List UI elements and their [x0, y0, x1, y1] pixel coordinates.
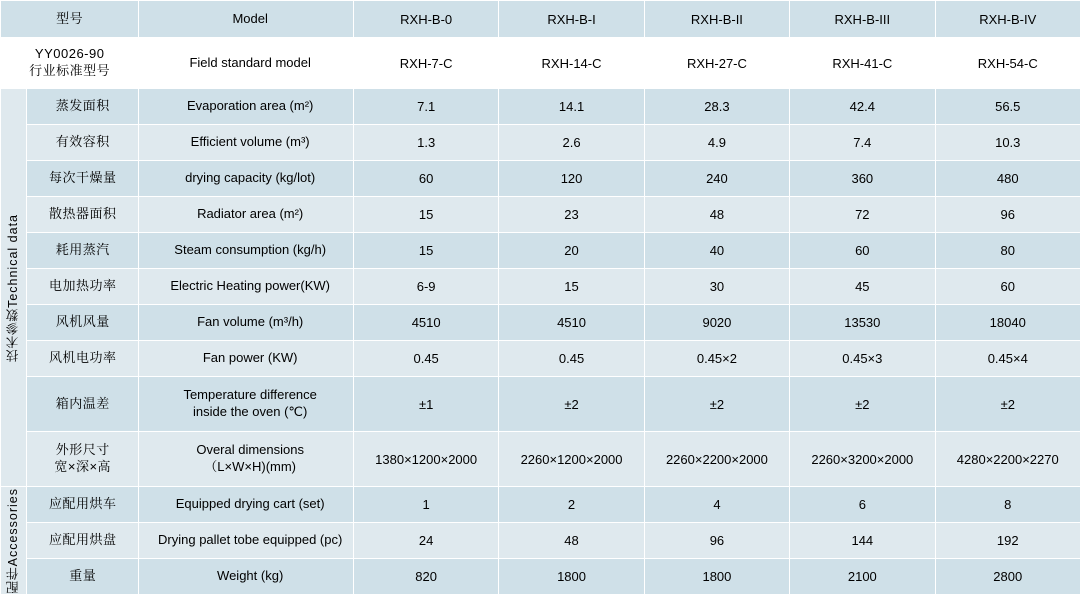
row-en-fan-power: Fan power (KW) [139, 341, 354, 377]
value-temperature-difference-1: ±2 [499, 377, 644, 432]
value-temperature-difference-0: ±1 [353, 377, 498, 432]
row-en-efficient-volume: Efficient volume (m³) [139, 125, 354, 161]
standard-cn-line2: 行业标准型号 [29, 63, 111, 78]
value-drying-cart-2: 4 [644, 487, 789, 523]
row-en-overall-dimensions-line1: Overal dimensions [196, 442, 304, 458]
value-steam-consumption-2: 40 [644, 233, 789, 269]
value-electric-heating-power-3: 45 [790, 269, 935, 305]
table-row-header [1, 1, 1081, 38]
table-row-fan-volume [1, 305, 1081, 341]
value-drying-capacity-4: 480 [935, 161, 1080, 197]
table-row-drying-cart [1, 487, 1081, 523]
standard-value-4: RXH-54-C [935, 38, 1080, 89]
table-row-electric-heating-power [1, 269, 1081, 305]
row-en-weight: Weight (kg) [139, 559, 354, 595]
value-drying-capacity-3: 360 [790, 161, 935, 197]
value-weight-4: 2800 [935, 559, 1080, 595]
row-en-fan-volume: Fan volume (m³/h) [139, 305, 354, 341]
table-row-drying-pallet [1, 523, 1081, 559]
value-drying-capacity-1: 120 [499, 161, 644, 197]
row-cn-overall-dimensions-line1: 外形尺寸 [55, 442, 110, 458]
row-cn-fan-volume: 风机风量 [27, 305, 139, 341]
value-drying-cart-3: 6 [790, 487, 935, 523]
row-cn-drying-cart: 应配用烘车 [27, 487, 139, 523]
value-steam-consumption-0: 15 [353, 233, 498, 269]
value-temperature-difference-2: ±2 [644, 377, 789, 432]
value-fan-power-4: 0.45×4 [935, 341, 1080, 377]
header-en-model: Model [139, 1, 354, 38]
value-radiator-area-2: 48 [644, 197, 789, 233]
row-cn-drying-pallet: 应配用烘盘 [27, 523, 139, 559]
table-row-temperature-difference [1, 377, 1081, 432]
standard-value-3: RXH-41-C [790, 38, 935, 89]
table-row-radiator-area [1, 197, 1081, 233]
row-en-drying-cart: Equipped drying cart (set) [139, 487, 354, 523]
row-en-electric-heating-power: Electric Heating power(KW) [139, 269, 354, 305]
row-en-radiator-area: Radiator area (m²) [139, 197, 354, 233]
row-en-evaporation-area: Evaporation area (m²) [139, 89, 354, 125]
standard-cn-label [1, 38, 139, 89]
value-weight-2: 1800 [644, 559, 789, 595]
value-radiator-area-4: 96 [935, 197, 1080, 233]
value-weight-3: 2100 [790, 559, 935, 595]
value-fan-power-0: 0.45 [353, 341, 498, 377]
value-fan-power-2: 0.45×2 [644, 341, 789, 377]
standard-value-2: RXH-27-C [644, 38, 789, 89]
value-efficient-volume-4: 10.3 [935, 125, 1080, 161]
header-cn-model: 型号 [1, 1, 139, 38]
value-drying-cart-0: 1 [353, 487, 498, 523]
row-en-temperature-difference [139, 377, 354, 432]
standard-value-1: RXH-14-C [499, 38, 644, 89]
side-label-accessories [1, 487, 27, 595]
table-row-fan-power [1, 341, 1081, 377]
table-row-drying-capacity [1, 161, 1081, 197]
value-evaporation-area-3: 42.4 [790, 89, 935, 125]
header-model-2: RXH-B-II [644, 1, 789, 38]
value-steam-consumption-1: 20 [499, 233, 644, 269]
table-row-standard-model [1, 38, 1081, 89]
row-en-temperature-difference-line2: inside the oven (℃) [193, 404, 308, 419]
standard-cn-line1: YY0026-90 [34, 46, 105, 62]
value-electric-heating-power-0: 6-9 [353, 269, 498, 305]
row-cn-overall-dimensions [27, 432, 139, 487]
value-overall-dimensions-1: 2260×1200×2000 [499, 432, 644, 487]
value-fan-power-1: 0.45 [499, 341, 644, 377]
value-evaporation-area-2: 28.3 [644, 89, 789, 125]
standard-en-label: Field standard model [139, 38, 354, 89]
table-row-overall-dimensions [1, 432, 1081, 487]
row-en-drying-capacity: drying capacity (kg/lot) [139, 161, 354, 197]
row-cn-weight: 重量 [27, 559, 139, 595]
value-temperature-difference-3: ±2 [790, 377, 935, 432]
side-label-technical-text: 技术参数Technical data [5, 213, 20, 362]
value-electric-heating-power-4: 60 [935, 269, 1080, 305]
value-weight-0: 820 [353, 559, 498, 595]
table-row-efficient-volume [1, 125, 1081, 161]
value-overall-dimensions-2: 2260×2200×2000 [644, 432, 789, 487]
row-cn-electric-heating-power: 电加热功率 [27, 269, 139, 305]
row-en-temperature-difference-line1: Temperature difference [183, 387, 317, 403]
value-drying-pallet-1: 48 [499, 523, 644, 559]
header-model-1: RXH-B-I [499, 1, 644, 38]
value-fan-power-3: 0.45×3 [790, 341, 935, 377]
row-cn-temperature-difference: 箱内温差 [27, 377, 139, 432]
side-label-accessories-cn: 配件 [5, 566, 20, 594]
value-drying-capacity-2: 240 [644, 161, 789, 197]
row-cn-efficient-volume: 有效容积 [27, 125, 139, 161]
header-model-3: RXH-B-III [790, 1, 935, 38]
value-evaporation-area-0: 7.1 [353, 89, 498, 125]
table-row-weight [1, 559, 1081, 595]
row-en-overall-dimensions-line2: （L×W×H)(mm) [204, 459, 297, 474]
row-cn-fan-power: 风机电功率 [27, 341, 139, 377]
header-model-4: RXH-B-IV [935, 1, 1080, 38]
side-label-technical-data [1, 89, 27, 487]
value-fan-volume-0: 4510 [353, 305, 498, 341]
value-temperature-difference-4: ±2 [935, 377, 1080, 432]
row-cn-evaporation-area: 蒸发面积 [27, 89, 139, 125]
row-cn-overall-dimensions-line2: 宽×深×高 [54, 459, 112, 474]
value-efficient-volume-2: 4.9 [644, 125, 789, 161]
value-drying-pallet-4: 192 [935, 523, 1080, 559]
standard-value-0: RXH-7-C [353, 38, 498, 89]
value-fan-volume-3: 13530 [790, 305, 935, 341]
value-steam-consumption-4: 80 [935, 233, 1080, 269]
value-radiator-area-3: 72 [790, 197, 935, 233]
value-overall-dimensions-3: 2260×3200×2000 [790, 432, 935, 487]
value-overall-dimensions-4: 4280×2200×2270 [935, 432, 1080, 487]
value-electric-heating-power-2: 30 [644, 269, 789, 305]
row-cn-radiator-area: 散热器面积 [27, 197, 139, 233]
value-electric-heating-power-1: 15 [499, 269, 644, 305]
row-en-drying-pallet: Drying pallet tobe equipped (pc) [139, 523, 354, 559]
value-drying-pallet-2: 96 [644, 523, 789, 559]
value-radiator-area-0: 15 [353, 197, 498, 233]
side-label-accessories-text [7, 488, 21, 593]
value-overall-dimensions-0: 1380×1200×2000 [353, 432, 498, 487]
value-drying-pallet-3: 144 [790, 523, 935, 559]
value-drying-cart-4: 8 [935, 487, 1080, 523]
value-radiator-area-1: 23 [499, 197, 644, 233]
value-fan-volume-1: 4510 [499, 305, 644, 341]
table-row-evaporation-area [1, 89, 1081, 125]
value-efficient-volume-0: 1.3 [353, 125, 498, 161]
row-en-overall-dimensions [139, 432, 354, 487]
value-weight-1: 1800 [499, 559, 644, 595]
value-drying-capacity-0: 60 [353, 161, 498, 197]
value-drying-pallet-0: 24 [353, 523, 498, 559]
value-efficient-volume-1: 2.6 [499, 125, 644, 161]
value-evaporation-area-1: 14.1 [499, 89, 644, 125]
header-model-0: RXH-B-0 [353, 1, 498, 38]
value-steam-consumption-3: 60 [790, 233, 935, 269]
value-evaporation-area-4: 56.5 [935, 89, 1080, 125]
row-en-steam-consumption: Steam consumption (kg/h) [139, 233, 354, 269]
value-fan-volume-2: 9020 [644, 305, 789, 341]
table-row-steam-consumption [1, 233, 1081, 269]
row-cn-steam-consumption: 耗用蒸汽 [27, 233, 139, 269]
row-cn-drying-capacity: 每次干燥量 [27, 161, 139, 197]
value-fan-volume-4: 18040 [935, 305, 1080, 341]
side-label-accessories-en: Accessories [5, 487, 20, 567]
value-drying-cart-1: 2 [499, 487, 644, 523]
value-efficient-volume-3: 7.4 [790, 125, 935, 161]
